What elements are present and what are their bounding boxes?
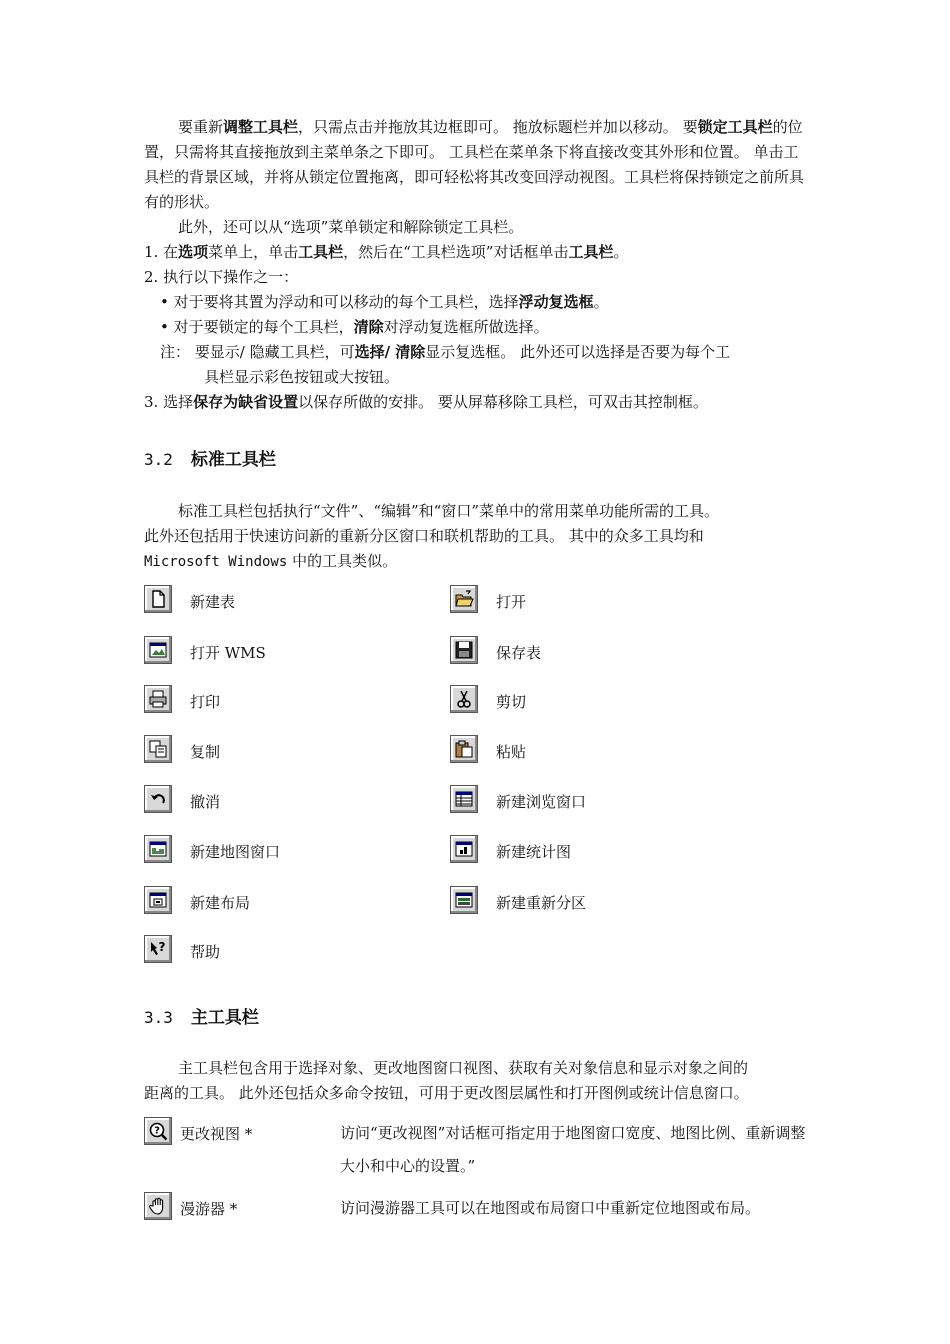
tool-label: 保存表 xyxy=(496,644,542,662)
section-heading-3-2 xyxy=(144,445,276,470)
section-number: 3.3 xyxy=(144,1008,173,1027)
open-wms-icon[interactable] xyxy=(144,636,172,664)
tool-label: 撤消 xyxy=(190,793,221,811)
standard-toolbar-para-line-1: 标准工具栏包括执行“文件”、“编辑”和“窗口”菜单中的常用菜单功能所需的工具。 xyxy=(178,502,720,520)
new-layout-icon[interactable] xyxy=(144,886,172,914)
step-1: 1. 在选项菜单上，单击工具栏，然后在“工具栏选项”对话框单击工具栏。 xyxy=(144,243,629,261)
tool-label: 新建统计图 xyxy=(496,843,572,861)
main-toolbar-para-line-1: 主工具栏包含用于选择对象、更改地图窗口视图、获取有关对象信息和显示对象之间的 xyxy=(178,1059,749,1077)
svg-text:?: ? xyxy=(154,1125,160,1137)
section-title: 标准工具栏 xyxy=(190,450,276,470)
tool-label: 新建重新分区 xyxy=(496,894,587,912)
copy-icon[interactable] xyxy=(144,735,172,763)
paste-icon[interactable] xyxy=(450,735,478,763)
undo-icon[interactable] xyxy=(144,785,172,813)
tool-label: 新建地图窗口 xyxy=(190,843,281,861)
tool-label: 新建布局 xyxy=(190,894,251,912)
main-tool-grabber xyxy=(144,1192,808,1222)
section-title: 主工具栏 xyxy=(190,1008,259,1028)
section-number: 3.2 xyxy=(144,450,173,469)
standard-toolbar-para-line-2: 此外还包括用于快速访问新的重新分区窗口和联机帮助的工具。 其中的众多工具均和 xyxy=(144,527,704,545)
tool-label: 复制 xyxy=(190,743,221,761)
main-tool-change-view xyxy=(144,1117,808,1177)
intro-paragraph: 要重新调整工具栏，只需点击并拖放其边框即可。 拖放标题栏并加以移动。 要锁定工具栏的位置，只需将其直接拖放到主菜单条之下即可。 工具栏在菜单条下将直接改变其外形和位置。 单击工具栏的背景区域，并将从锁定位置拖离，即可轻松将其改变回浮动视图。工具栏将保持锁定之前所具有的形状。 xyxy=(144,118,805,211)
tool-label: 帮助 xyxy=(190,943,221,961)
bullet-lock: • 对于要锁定的每个工具栏，清除对浮动复选框所做选择。 xyxy=(160,318,549,336)
new-table-icon[interactable] xyxy=(144,585,172,613)
change-view-icon[interactable] xyxy=(144,1117,172,1145)
grabber-hand-icon[interactable] xyxy=(144,1192,172,1220)
note-line-2: 具栏显示彩色按钮或大按钮。 xyxy=(204,368,400,386)
tool-label: 新建表 xyxy=(190,593,236,611)
new-browser-icon[interactable] xyxy=(450,785,478,813)
tool-description: 访问“更改视图”对话框可指定用于地图窗口宽度、地图比例、重新调整大小和中心的设置。” xyxy=(340,1124,806,1175)
tool-label: 剪切 xyxy=(496,693,527,711)
tool-label: 新建浏览窗口 xyxy=(496,793,587,811)
open-folder-icon[interactable] xyxy=(450,585,478,613)
new-map-icon[interactable] xyxy=(144,835,172,863)
note-line-1: 注： 要显示/ 隐藏工具栏，可选择/ 清除显示复选框。 此外还可以选择是否要为每个工 xyxy=(160,343,731,361)
tool-label: 打开 WMS xyxy=(190,644,266,662)
tool-label: 打开 xyxy=(496,593,527,611)
new-graph-icon[interactable] xyxy=(450,835,478,863)
tool-description: 访问漫游器工具可以在地图或布局窗口中重新定位地图或布局。 xyxy=(340,1199,761,1217)
standard-toolbar-para-line-3: Microsoft Windows 中的工具类似。 xyxy=(144,552,398,570)
step-2: 2. 执行以下操作之一： xyxy=(144,268,299,286)
print-icon[interactable] xyxy=(144,685,172,713)
step-3: 3. 选择保存为缺省设置以保存所做的安排。 要从屏幕移除工具栏，可双击其控制框。 xyxy=(144,393,708,411)
save-icon[interactable] xyxy=(450,636,478,664)
tool-name: 更改视图 * xyxy=(180,1125,253,1143)
new-redistrict-icon[interactable] xyxy=(450,886,478,914)
main-toolbar-para-line-2: 距离的工具。 此外还包括众多命令按钮，可用于更改图层属性和打开图例或统计信息窗口。 xyxy=(144,1084,749,1102)
intro-paragraph-2: 此外，还可以从“选项”菜单锁定和解除锁定工具栏。 xyxy=(178,218,524,236)
tool-label: 粘贴 xyxy=(496,743,527,761)
tool-name: 漫游器 * xyxy=(180,1200,238,1218)
section-heading-3-3 xyxy=(144,1003,259,1028)
bullet-float: • 对于要将其置为浮动和可以移动的每个工具栏，选择浮动复选框。 xyxy=(160,293,609,311)
svg-text:?: ? xyxy=(158,940,166,954)
cut-icon[interactable] xyxy=(450,685,478,713)
help-icon[interactable] xyxy=(144,935,172,963)
tool-label: 打印 xyxy=(190,693,221,711)
